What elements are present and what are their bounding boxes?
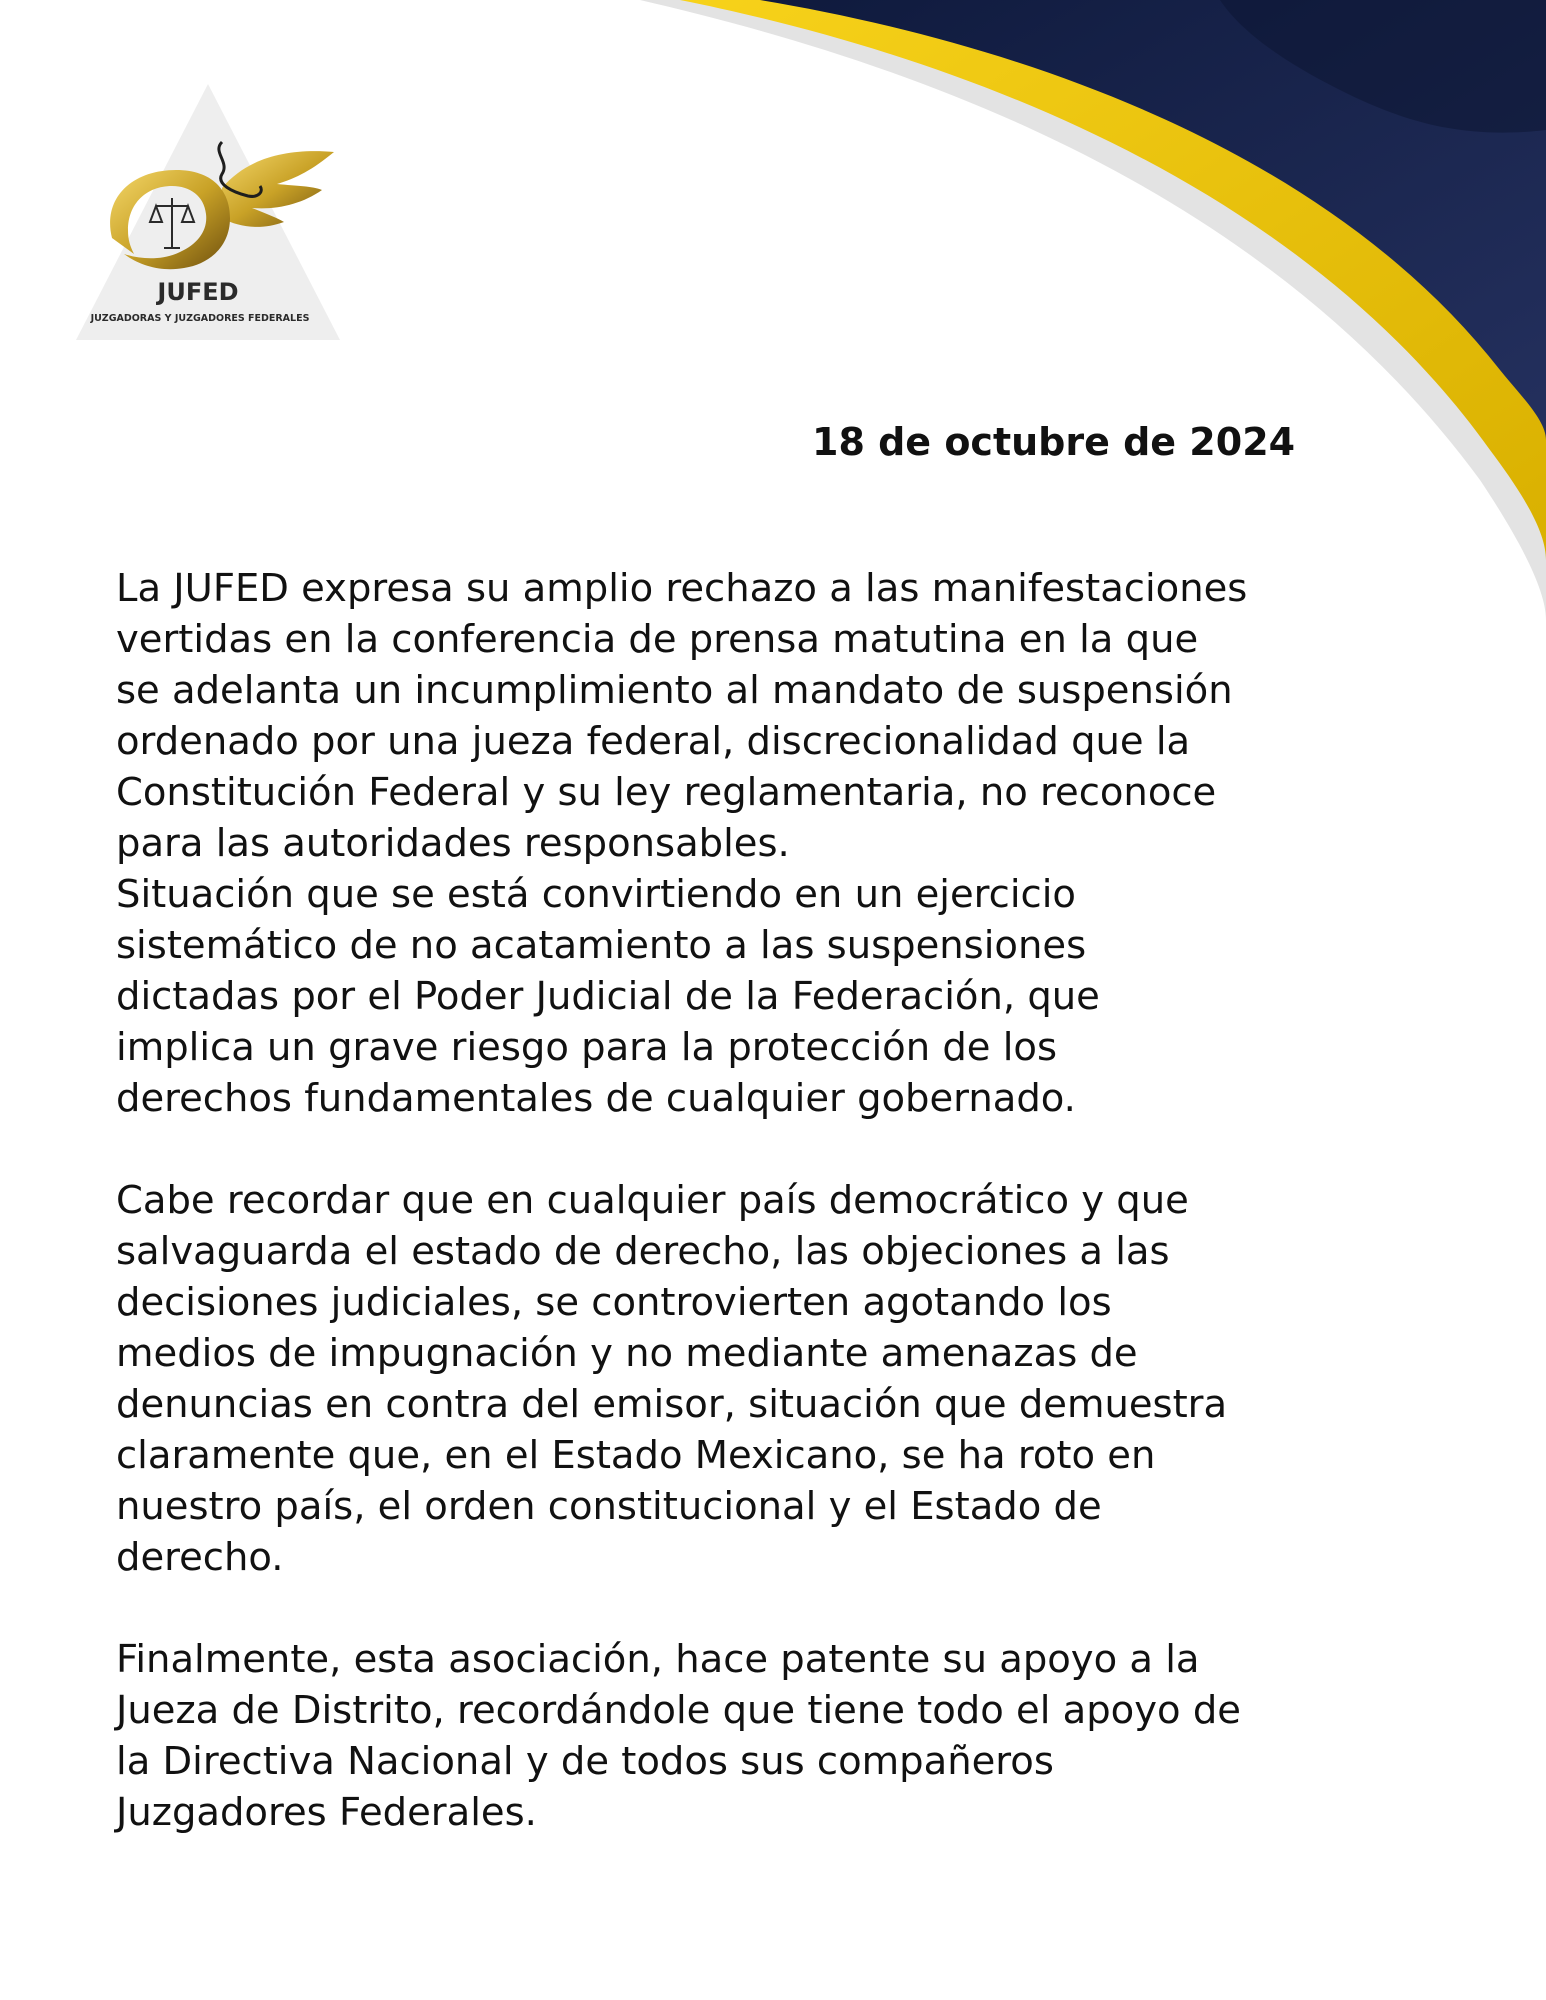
logo-name: JUFED <box>157 278 239 306</box>
jufed-logo <box>72 78 344 346</box>
logo-tagline: JUZGADORAS Y JUZGADORES FEDERALES <box>90 313 310 324</box>
paragraph-1: La JUFED expresa su amplio rechazo a las manifestaciones vertidas en la conferencia de prensa matutina en la que se adelanta un incumplimiento al mandato de suspensión ordenado por una jueza federal, discrecionalidad que la Constitución Federal y su ley reglamentaria, no reconoce para las autoridades responsables. <box>116 566 1248 866</box>
document-date: 18 de octubre de 2024 <box>812 420 1296 464</box>
paragraph-4: Finalmente, esta asociación, hace patente su apoyo a la Jueza de Distrito, recordándole que tiene todo el apoyo de la Directiva Nacional y de todos sus compañeros Juzgadores Federales. <box>116 1637 1241 1835</box>
paragraph-3: Cabe recordar que en cualquier país democrático y que salvaguarda el estado de derecho, las objeciones a las decisiones judiciales, se controvierten agotando los medios de impugnación y no mediante amenazas de denuncias en contra del emisor, situación que demuestra claramente que, en el Estado Mexicano, se ha roto en nuestro país, el orden constitucional y el Estado de derecho. <box>116 1178 1228 1580</box>
statement-body <box>116 563 1446 1838</box>
paragraph-2: Situación que se está convirtiendo en un ejercicio sistemático de no acatamiento a las suspensiones dictadas por el Poder Judicial de la Federación, que implica un grave riesgo para la protección de los derechos fundamentales de cualquier gobernado. <box>116 872 1100 1121</box>
